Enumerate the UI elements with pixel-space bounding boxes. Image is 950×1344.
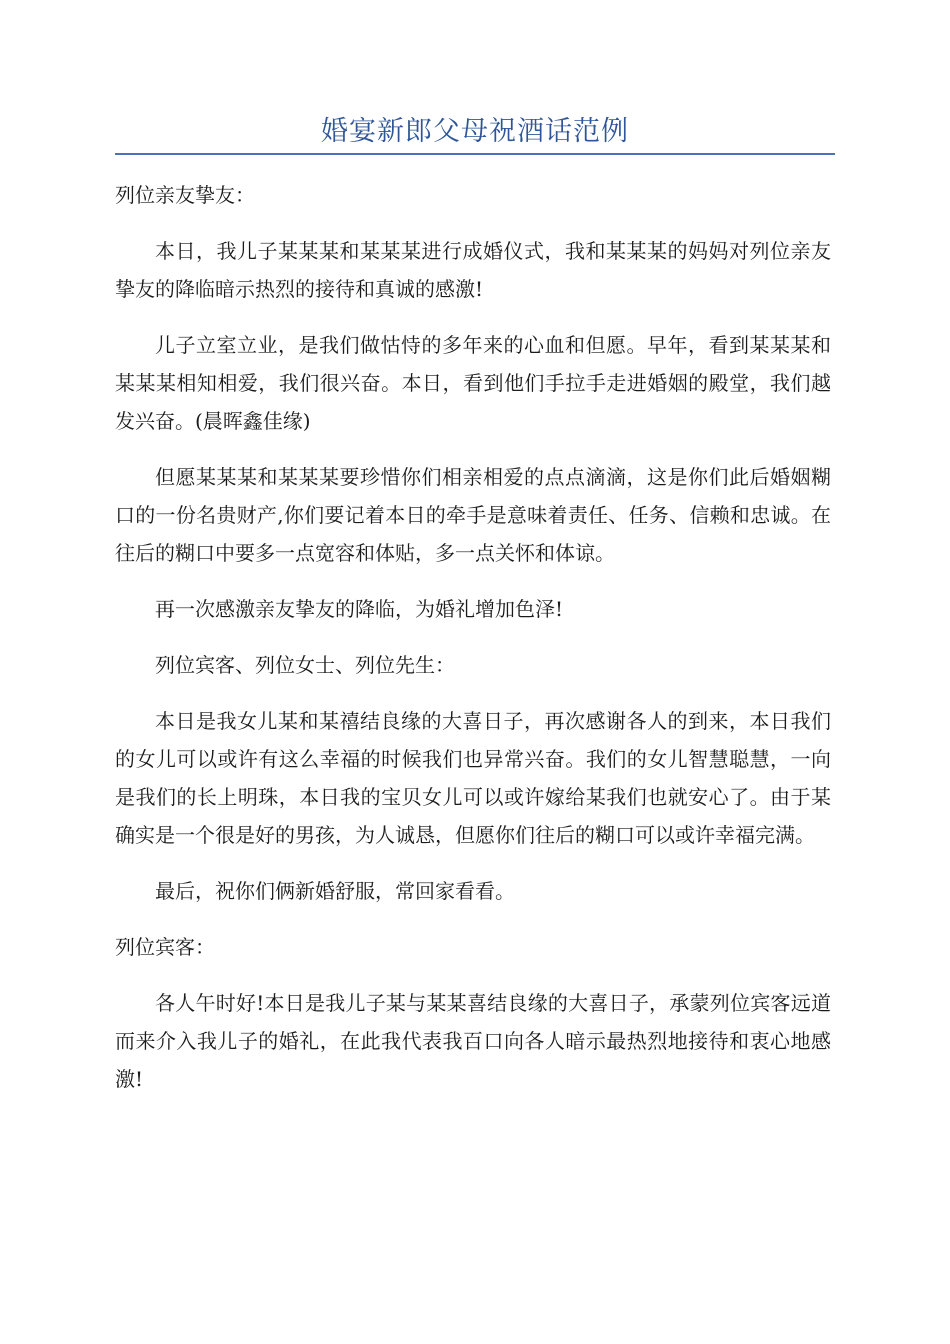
- paragraph: 再一次感激亲友挚友的降临，为婚礼增加色泽!: [155, 597, 564, 621]
- paragraph-salutation-3: 列位宾客：: [115, 935, 215, 959]
- paragraph: 儿子立室立业，是我们做怙恃的多年来的心血和但愿。早年，看到某某某和某某某相知相爱，我们很兴奋。本日，看到他们手拉手走进婚姻的殿堂，我们越发兴奋。(晨晖鑫佳缘): [115, 333, 831, 433]
- paragraph-salutation-2: 列位宾客、列位女士、列位先生：: [155, 653, 455, 677]
- paragraph: 但愿某某某和某某某要珍惜你们相亲相爱的点点滴滴，这是你们此后婚姻糊口的一份名贵财产,你们要记着本日的牵手是意味着责任、任务、信赖和忠诚。在往后的糊口中要多一点宽容和体贴，多一点关怀和体谅。: [115, 465, 831, 565]
- document-title: 婚宴新郎父母祝酒话范例: [321, 116, 629, 147]
- title-underline: [115, 153, 835, 155]
- paragraph: 本日，我儿子某某某和某某某进行成婚仪式，我和某某某的妈妈对列位亲友挚友的降临暗示热烈的接待和真诚的感激!: [115, 239, 831, 301]
- paragraph: 最后，祝你们俩新婚舒服，常回家看看。: [155, 879, 515, 903]
- paragraph: 各人午时好!本日是我儿子某与某某喜结良缘的大喜日子，承蒙列位宾客远道而来介入我儿子的婚礼，在此我代表我百口向各人暗示最热烈地接待和衷心地感激!: [115, 991, 831, 1091]
- paragraph-salutation-1: 列位亲友挚友：: [115, 183, 255, 207]
- paragraph: 本日是我女儿某和某禧结良缘的大喜日子，再次感谢各人的到来，本日我们的女儿可以或许有这么幸福的时候我们也异常兴奋。我们的女儿智慧聪慧，一向是我们的长上明珠，本日我的宝贝女儿可以或许嫁给某我们也就安心了。由于某确实是一个很是好的男孩，为人诚恳，但愿你们往后的糊口可以或许幸福完满。: [115, 709, 831, 847]
- document-body: [115, 176, 831, 1116]
